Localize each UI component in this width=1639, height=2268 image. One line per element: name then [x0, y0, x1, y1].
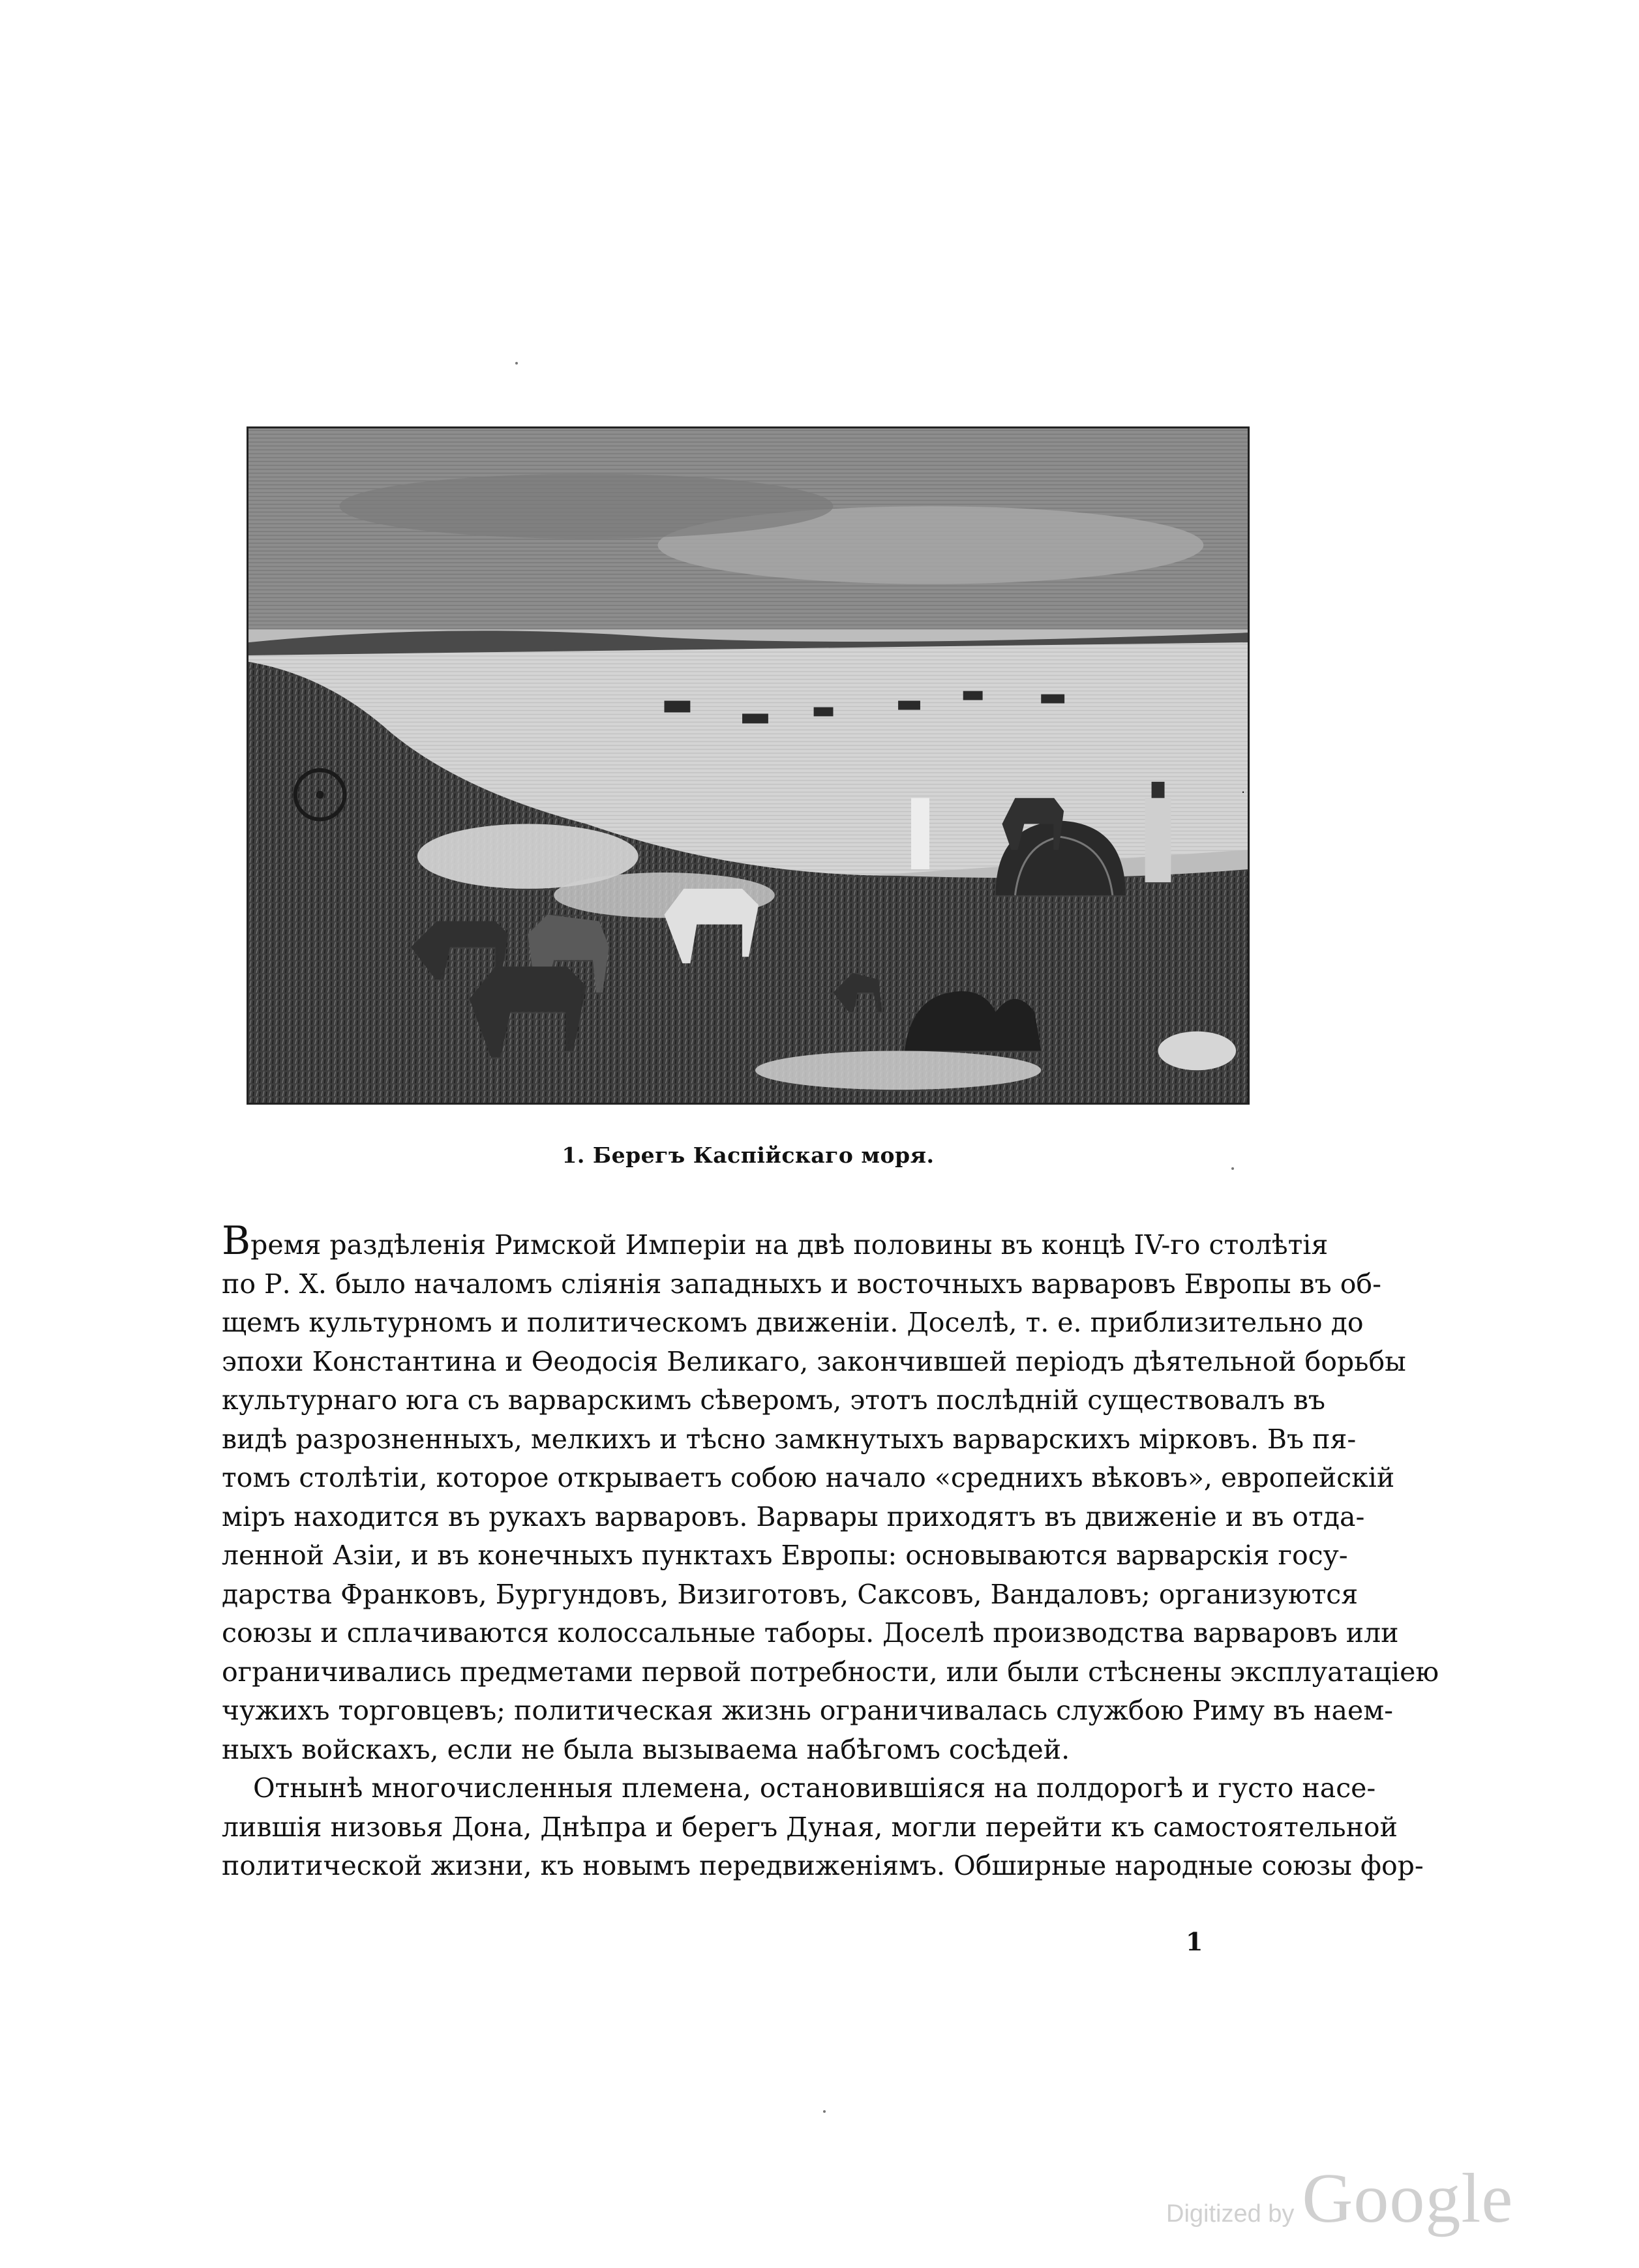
text-line: міръ находится въ рукахъ варваровъ. Варвары приходятъ въ движеніе и въ отда- — [222, 1500, 1365, 1532]
engraving-caspian-shore-icon — [248, 428, 1248, 1103]
figure-illustration — [247, 426, 1250, 1105]
main-text — [222, 1218, 1439, 1886]
text-line: лившія низовья Дона, Днѣпра и берегъ Дуная, могли перейти къ самостоятельной — [222, 1811, 1398, 1843]
text-line: чужихъ торговцевъ; политическая жизнь ограничивалась службою Риму въ наем- — [222, 1695, 1393, 1726]
text-line: Отнынѣ многочисленныя племена, остановившіяся на полдорогѣ и густо насе- — [253, 1772, 1376, 1804]
text-line: щемъ культурномъ и политическомъ движеніи. Доселѣ, т. е. приблизительно до — [222, 1307, 1364, 1338]
text-line: Время раздѣленія Римской Имперіи на двѣ половины въ концѣ IV-го столѣтія — [222, 1218, 1329, 1264]
print-speck — [1231, 1167, 1234, 1170]
text-line: культурнаго юга съ варварскимъ сѣверомъ, этотъ послѣдній существовалъ въ — [222, 1384, 1325, 1416]
text-line: ограничивались предметами первой потребности, или были стѣснены эксплуатаціею — [222, 1656, 1439, 1688]
text-line: ныхъ войскахъ, если не была вызываема набѣгомъ сосѣдей. — [222, 1733, 1070, 1765]
text-line: томъ столѣтіи, которое открываетъ собою начало «среднихъ вѣковъ», европейскій — [222, 1462, 1395, 1493]
text-line: видѣ разрозненныхъ, мелкихъ и тѣсно замкнутыхъ варварскихъ мірковъ. Въ пя- — [222, 1423, 1357, 1455]
text-line: дарства Франковъ, Бургундовъ, Визиготовъ, Саксовъ, Вандаловъ; организуются — [222, 1578, 1359, 1610]
print-speck — [515, 362, 518, 365]
digitized-watermark — [1166, 2158, 1513, 2239]
watermark-prefix: Digitized by — [1166, 2200, 1295, 2228]
print-speck — [823, 2110, 826, 2113]
text-line: политической жизни, къ новымъ передвиженіямъ. Обширные народные союзы фор- — [222, 1850, 1424, 1881]
figure-caption: 1. Берегъ Каспійскаго моря. — [562, 1142, 935, 1168]
watermark-logo: Google — [1302, 2160, 1514, 2237]
text-line: эпохи Константина и Ѳеодосія Великаго, закончившей періодъ дѣятельной борьбы — [222, 1345, 1406, 1377]
text-line: по Р. Х. было началомъ сліянія западныхъ и восточныхъ варваровъ Европы въ об- — [222, 1268, 1381, 1300]
text-line: союзы и сплачиваются колоссальные таборы. Доселѣ производства варваровъ или — [222, 1617, 1399, 1649]
drop-cap: В — [222, 1218, 251, 1264]
page-number: 1 — [1186, 1927, 1203, 1956]
text-line: ленной Азіи, и въ конечныхъ пунктахъ Европы: основываются варварскія госу- — [222, 1540, 1348, 1571]
